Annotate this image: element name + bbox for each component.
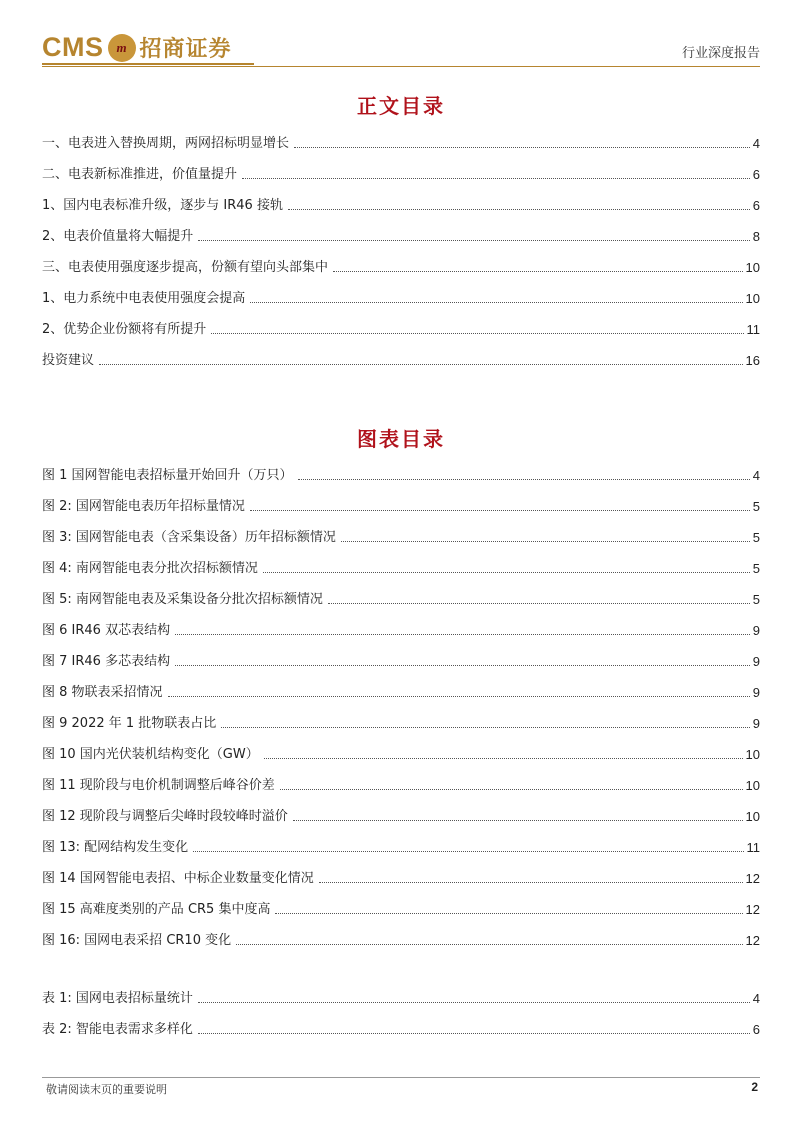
toc-entry[interactable] (42, 930, 760, 950)
toc-entry-label: 投资建议 (42, 353, 95, 368)
toc-entry-page: 5 (752, 499, 760, 514)
toc-entry-page: 11 (746, 322, 760, 337)
toc-entry[interactable] (42, 465, 760, 485)
toc-dot-leader (236, 944, 742, 945)
toc-dot-leader (333, 271, 743, 272)
toc-entry-page: 10 (745, 291, 760, 306)
toc-entry[interactable] (42, 744, 760, 764)
toc-dot-leader (175, 665, 750, 666)
toc-entry[interactable] (42, 558, 760, 578)
toc-dot-leader (198, 1002, 750, 1003)
toc-entry-label: 图 3: 国网智能电表（含采集设备）历年招标额情况 (42, 530, 336, 545)
toc-dot-leader (275, 913, 742, 914)
toc-entry[interactable] (42, 775, 760, 795)
toc-entry-page: 10 (745, 809, 760, 824)
report-type-label: 行业深度报告 (681, 46, 760, 61)
toc-entry-page: 6 (752, 198, 760, 213)
toc-entry-page: 10 (745, 747, 760, 762)
toc-entry-label: 图 1 国网智能电表招标量开始回升（万只） (42, 468, 293, 483)
toc-entry[interactable] (42, 195, 760, 215)
toc-entry-page: 10 (745, 778, 760, 793)
header-accent-rule (42, 63, 254, 65)
toc-entry-label: 二、电表新标准推进，价值量提升 (42, 167, 238, 182)
toc-entry-label: 2、优势企业份额将有所提升 (42, 322, 207, 337)
toc-entry-page: 12 (745, 902, 760, 917)
toc-entry[interactable] (42, 620, 760, 640)
toc-entry-page: 9 (752, 685, 760, 700)
toc-dot-leader (298, 479, 750, 480)
toc-entry[interactable] (42, 288, 760, 308)
toc-entry-label: 1、国内电表标准升级，逐步与 IR46 接轨 (42, 198, 283, 213)
toc-entry-page: 5 (752, 592, 760, 607)
toc-entry-page: 8 (752, 229, 760, 244)
toc-entry-page: 6 (752, 1022, 760, 1037)
toc-entry-label: 图 5: 南网智能电表及采集设备分批次招标额情况 (42, 592, 323, 607)
logo-chinese-text: 招商证券 (139, 36, 232, 62)
toc-dot-leader (288, 209, 750, 210)
toc-entry[interactable] (42, 899, 760, 919)
toc-entry[interactable] (42, 837, 760, 857)
toc-entry-page: 16 (745, 353, 760, 368)
toc-entry[interactable] (42, 713, 760, 733)
toc-dot-leader (294, 147, 750, 148)
page-number: 2 (751, 1080, 758, 1094)
toc-entry[interactable] (42, 164, 760, 184)
toc-entry[interactable] (42, 1019, 760, 1039)
footer-disclaimer-note: 敬请阅读末页的重要说明 (46, 1083, 167, 1096)
toc-dot-leader (319, 882, 743, 883)
toc-entry[interactable] (42, 806, 760, 826)
toc-entry-page: 6 (752, 167, 760, 182)
toc-entry[interactable] (42, 527, 760, 547)
toc-dot-leader (168, 696, 750, 697)
toc-entry-label: 图 2: 国网智能电表历年招标量情况 (42, 499, 245, 514)
logo-emblem-icon: m (108, 34, 136, 62)
toc-entry-label: 图 9 2022 年 1 批物联表占比 (42, 716, 217, 731)
toc-dot-leader (198, 1033, 750, 1034)
toc-entry[interactable] (42, 226, 760, 246)
main-toc-title: 正文目录 (357, 94, 445, 118)
toc-entry-page: 12 (745, 933, 760, 948)
toc-entry-label: 图 16: 国网电表采招 CR10 变化 (42, 933, 232, 948)
toc-entry-label: 图 10 国内光伏装机结构变化（GW） (42, 747, 259, 762)
toc-dot-leader (341, 541, 750, 542)
toc-entry[interactable] (42, 589, 760, 609)
toc-entry[interactable] (42, 868, 760, 888)
toc-entry-page: 11 (746, 840, 760, 855)
toc-entry-page: 9 (752, 716, 760, 731)
toc-entry-label: 三、电表使用强度逐步提高，份额有望向头部集中 (42, 260, 329, 275)
toc-dot-leader (242, 178, 750, 179)
page-header (42, 28, 760, 68)
toc-entry[interactable] (42, 682, 760, 702)
toc-dot-leader (99, 364, 743, 365)
toc-entry-page: 9 (752, 654, 760, 669)
toc-entry-label: 图 7 IR46 多芯表结构 (42, 654, 171, 669)
header-divider (42, 66, 760, 67)
toc-entry-label: 图 6 IR46 双芯表结构 (42, 623, 171, 638)
toc-entry[interactable] (42, 133, 760, 153)
toc-dot-leader (328, 603, 750, 604)
toc-dot-leader (250, 510, 750, 511)
toc-dot-leader (198, 240, 749, 241)
toc-entry-label: 1、电力系统中电表使用强度会提高 (42, 291, 246, 306)
toc-dot-leader (293, 820, 743, 821)
toc-entry-label: 表 1: 国网电表招标量统计 (42, 991, 193, 1006)
toc-dot-leader (250, 302, 742, 303)
toc-entry-label: 图 14 国网智能电表招、中标企业数量变化情况 (42, 871, 314, 886)
toc-dot-leader (280, 789, 743, 790)
toc-dot-leader (175, 634, 750, 635)
toc-dot-leader (193, 851, 743, 852)
toc-entry[interactable] (42, 257, 760, 277)
toc-entry[interactable] (42, 651, 760, 671)
toc-entry-page: 5 (752, 530, 760, 545)
toc-entry-page: 10 (745, 260, 760, 275)
cms-logo (42, 32, 232, 63)
toc-entry[interactable] (42, 988, 760, 1008)
toc-entry-label: 图 8 物联表采招情况 (42, 685, 163, 700)
toc-entry-label: 表 2: 智能电表需求多样化 (42, 1022, 193, 1037)
toc-dot-leader (211, 333, 743, 334)
toc-entry-label: 图 4: 南网智能电表分批次招标额情况 (42, 561, 258, 576)
toc-entry-label: 一、电表进入替换周期，两网招标明显增长 (42, 136, 290, 151)
toc-entry[interactable] (42, 496, 760, 516)
toc-entry[interactable] (42, 350, 760, 370)
toc-entry-label: 2、电表价值量将大幅提升 (42, 229, 194, 244)
toc-entry-page: 4 (752, 991, 760, 1006)
toc-entry-page: 4 (752, 136, 760, 151)
toc-entry[interactable] (42, 319, 760, 339)
toc-entry-label: 图 12 现阶段与调整后尖峰时段较峰时溢价 (42, 809, 288, 824)
toc-dot-leader (263, 572, 750, 573)
toc-entry-page: 5 (752, 561, 760, 576)
toc-entry-label: 图 11 现阶段与电价机制调整后峰谷价差 (42, 778, 275, 793)
toc-entry-page: 4 (752, 468, 760, 483)
toc-dot-leader (264, 758, 743, 759)
toc-entry-label: 图 15 高难度类别的产品 CR5 集中度高 (42, 902, 271, 917)
toc-entry-page: 12 (745, 871, 760, 886)
toc-dot-leader (221, 727, 749, 728)
figure-toc-title: 图表目录 (357, 427, 445, 451)
logo-latin-text: CMS (42, 32, 104, 62)
footer-divider (42, 1077, 760, 1078)
toc-entry-label: 图 13: 配网结构发生变化 (42, 840, 189, 855)
toc-entry-page: 9 (752, 623, 760, 638)
